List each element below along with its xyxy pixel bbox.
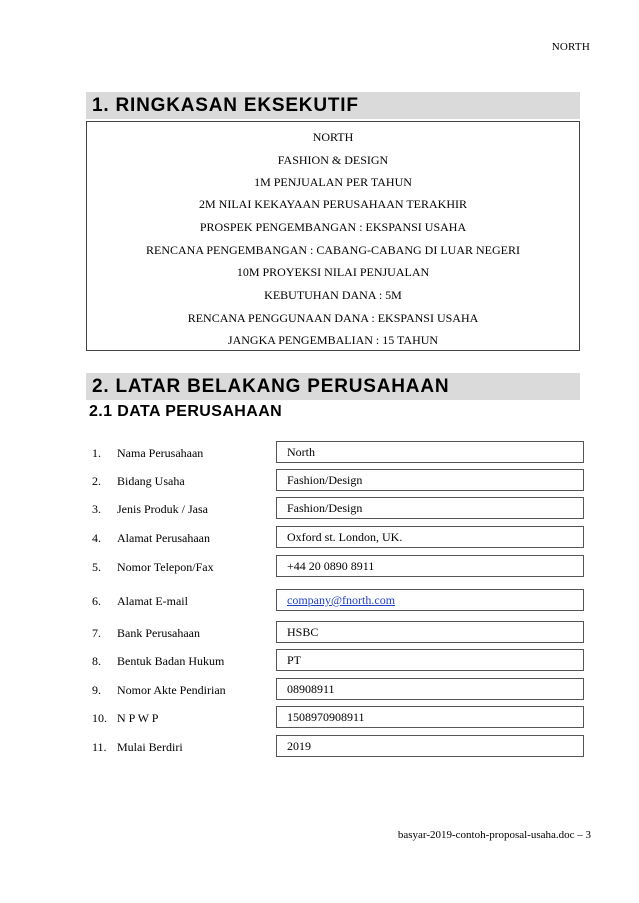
data-row-company-name (0, 441, 639, 465)
data-row-business-field (0, 469, 639, 493)
page-footer: basyar-2019-contoh-proposal-usaha.doc – 3 (397, 829, 591, 841)
summary-line: PROSPEK PENGEMBANGAN : EKSPANSI USAHA (199, 220, 467, 234)
row-label: Alamat E-mail (117, 594, 188, 608)
row-label: Nomor Akte Pendirian (117, 683, 226, 697)
row-label: Bidang Usaha (117, 474, 185, 488)
row-label: Jenis Produk / Jasa (117, 502, 208, 516)
summary-line: 2M NILAI KEKAYAAN PERUSAHAAN TERAKHIR (198, 197, 467, 211)
row-value-field: Oxford st. London, UK. (276, 526, 584, 548)
row-number: 11. (92, 740, 107, 754)
row-value-field: HSBC (276, 621, 584, 643)
data-row-legal-form (0, 649, 639, 673)
summary-line: FASHION & DESIGN (277, 153, 389, 167)
row-value-field: North (276, 441, 584, 463)
row-label: Mulai Berdiri (117, 740, 183, 754)
summary-line: RENCANA PENGEMBANGAN : CABANG-CABANG DI LUAR NEGERI (145, 243, 520, 257)
row-value-field: 08908911 (276, 678, 584, 700)
executive-summary-box (86, 121, 580, 351)
summary-line: NORTH (312, 130, 354, 144)
summary-line: 1M PENJUALAN PER TAHUN (254, 175, 412, 189)
row-label: N P W P (117, 711, 159, 725)
row-label: Nomor Telepon/Fax (117, 560, 214, 574)
header-company: NORTH (551, 41, 590, 53)
data-row-established (0, 735, 639, 759)
row-value-field: Fashion/Design (276, 469, 584, 491)
data-row-email (0, 589, 639, 613)
row-label: Alamat Perusahaan (117, 531, 210, 545)
row-number: 2. (92, 474, 101, 488)
row-number: 6. (92, 594, 101, 608)
row-number: 4. (92, 531, 101, 545)
summary-line: RENCANA PENGGUNAAN DANA : EKSPANSI USAHA (187, 311, 479, 325)
row-number: 5. (92, 560, 101, 574)
row-label: Nama Perusahaan (117, 446, 204, 460)
subheading-company-data: 2.1 DATA PERUSAHAAN (89, 403, 283, 420)
summary-line: JANGKA PENGEMBALIAN : 15 TAHUN (227, 333, 439, 347)
data-row-phone-fax (0, 555, 639, 579)
row-value-field: 2019 (276, 735, 584, 757)
row-value-field: +44 20 0890 8911 (276, 555, 584, 577)
row-number: 9. (92, 683, 101, 697)
section-heading-executive-summary: 1. RINGKASAN EKSEKUTIF (86, 92, 580, 119)
data-row-product-type (0, 497, 639, 521)
row-number: 1. (92, 446, 101, 460)
row-value-field: 1508970908911 (276, 706, 584, 728)
row-value-field: Fashion/Design (276, 497, 584, 519)
row-value-field: PT (276, 649, 584, 671)
row-label: Bank Perusahaan (117, 626, 200, 640)
row-number: 8. (92, 654, 101, 668)
summary-line: KEBUTUHAN DANA : 5M (264, 288, 402, 302)
email-link[interactable]: company@fnorth.com (276, 589, 584, 611)
data-row-deed-number (0, 678, 639, 702)
section-heading-company-background: 2. LATAR BELAKANG PERUSAHAAN (86, 373, 580, 400)
data-row-npwp (0, 706, 639, 730)
row-label: Bentuk Badan Hukum (117, 654, 225, 668)
row-number: 3. (92, 502, 101, 516)
data-row-bank (0, 621, 639, 645)
summary-line: 10M PROYEKSI NILAI PENJUALAN (236, 265, 430, 279)
data-row-company-address (0, 526, 639, 550)
row-number: 10. (92, 711, 107, 725)
row-number: 7. (92, 626, 101, 640)
